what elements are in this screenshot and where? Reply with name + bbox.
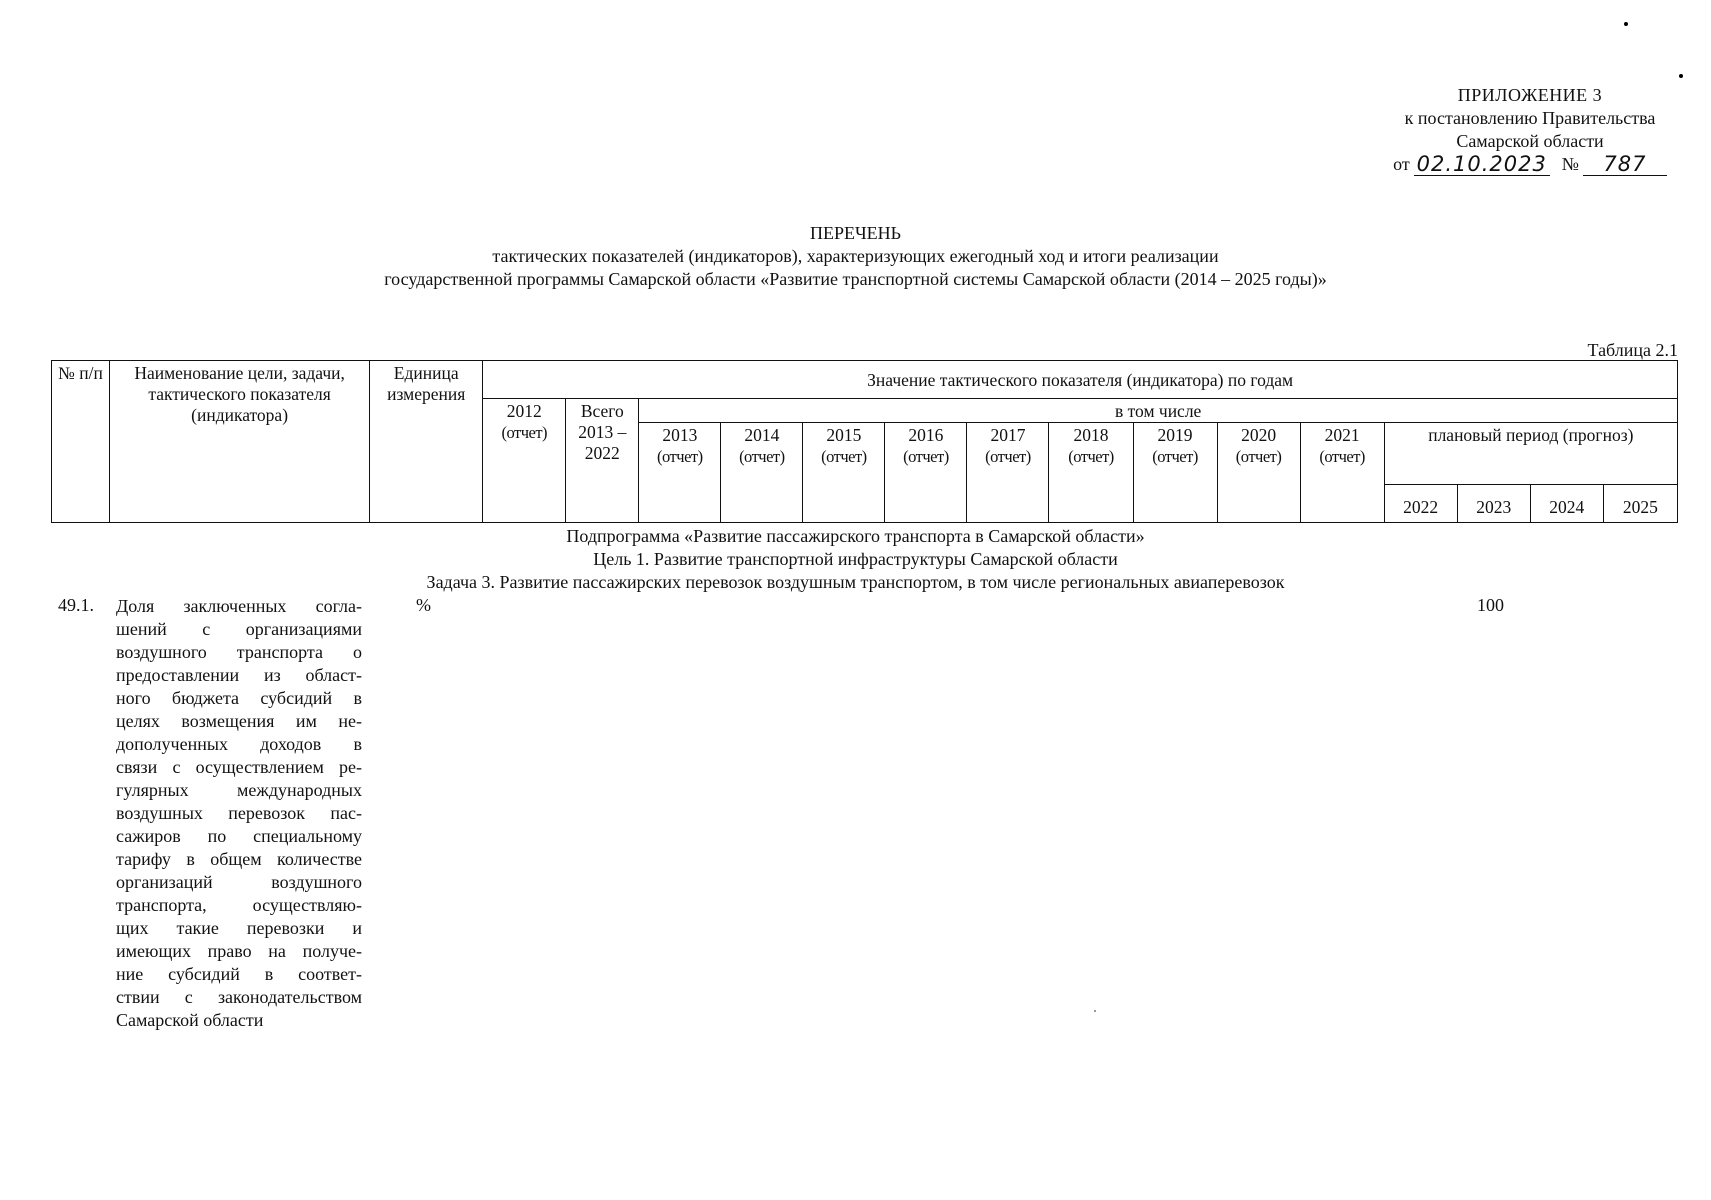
header-planned-period: плановый период (прогноз) (1384, 423, 1677, 485)
header-year-2013: 2013 (отчет) (639, 423, 721, 523)
appendix-title: ПРИЛОЖЕНИЕ 3 (1457, 85, 1603, 105)
indicator-line: транспорта, осуществляю- (116, 895, 362, 915)
indicator-line: имеющих право на получе- (116, 941, 362, 961)
document-title-block (0, 222, 1711, 291)
header-number: № п/п (52, 361, 110, 523)
indicator-number: 49.1. (58, 595, 94, 615)
scan-dot (1094, 1010, 1096, 1012)
header-year-2023: 2023 (1457, 485, 1530, 523)
indicator-line: Доля заключенных согла- (116, 596, 362, 616)
header-year-2015: 2015 (отчет) (803, 423, 885, 523)
indicator-line: ного бюджета субсидий в (116, 688, 362, 708)
document-subtitle-2: государственной программы Самарской области «Развитие транспортной системы Самарской области (2014 – 2025 годы)» (384, 269, 1327, 289)
header-unit: Единица измерения (370, 361, 483, 523)
header-values: Значение тактического показателя (индикатора) по годам (483, 361, 1678, 399)
indicator-line: шений с организациями (116, 619, 362, 639)
header-year-2025: 2025 (1603, 485, 1677, 523)
goal-title: Цель 1. Развитие транспортной инфраструктуры Самарской области (593, 549, 1118, 569)
header-year-2024: 2024 (1530, 485, 1603, 523)
indicator-line: Самарской области (116, 1010, 264, 1030)
indicator-line: ние субсидий в соответ- (116, 964, 362, 984)
number-prefix: № (1561, 154, 1579, 174)
indicator-line: организаций воздушного (116, 872, 362, 892)
indicator-unit: % (416, 595, 431, 615)
appendix-line-2: Самарской области (1456, 131, 1604, 151)
indicator-line: дополученных доходов в (116, 734, 362, 754)
document-subtitle-1: тактических показателей (индикаторов), характеризующих ежегодный ход и итоги реализации (492, 246, 1219, 266)
date-prefix: от (1393, 154, 1410, 174)
indicator-line: ствии с законодательством (116, 987, 362, 1007)
document-title: ПЕРЕЧЕНЬ (809, 223, 902, 243)
indicators-table-header (51, 360, 1678, 523)
header-year-2012: 2012 (отчет) (483, 399, 566, 523)
indicator-value-2022: 100 (1477, 595, 1504, 615)
indicator-line: тарифу в общем количестве (116, 849, 362, 869)
indicator-line: сажиров по специальному (116, 826, 362, 846)
header-total: Всего 2013 – 2022 (566, 399, 639, 523)
header-year-2019: 2019 (отчет) (1133, 423, 1217, 523)
header-year-2018: 2018 (отчет) (1049, 423, 1133, 523)
handwritten-number: 787 (1583, 153, 1667, 176)
indicator-line: предоставлении из област- (116, 665, 362, 685)
indicator-line: воздушных перевозок пас- (116, 803, 362, 823)
scan-speck (1679, 74, 1683, 78)
task-title: Задача 3. Развитие пассажирских перевозок воздушным транспортом, в том числе региональных авиаперевозок (426, 572, 1285, 592)
header-year-2014: 2014 (отчет) (721, 423, 803, 523)
indicator-name (116, 595, 362, 1032)
scan-speck (1624, 22, 1628, 26)
indicator-line: целях возмещения им не- (116, 711, 362, 731)
header-year-2021: 2021 (отчет) (1300, 423, 1384, 523)
indicator-line: гулярных международных (116, 780, 362, 800)
header-year-2016: 2016 (отчет) (885, 423, 967, 523)
header-year-2022: 2022 (1384, 485, 1457, 523)
appendix-header (1370, 84, 1690, 176)
header-including: в том числе (639, 399, 1678, 423)
indicator-line: связи с осуществлением ре- (116, 757, 362, 777)
header-year-2017: 2017 (отчет) (967, 423, 1049, 523)
appendix-date-line (1370, 153, 1690, 176)
header-year-2020: 2020 (отчет) (1217, 423, 1300, 523)
appendix-line-1: к постановлению Правительства (1404, 108, 1656, 128)
table-label: Таблица 2.1 (1587, 340, 1678, 360)
handwritten-date: 02.10.2023 (1414, 153, 1550, 176)
indicator-line: щих такие перевозки и (116, 918, 362, 938)
header-name: Наименование цели, задачи, тактического показателя (индикатора) (110, 361, 370, 523)
subprogram-title: Подпрограмма «Развитие пассажирского транспорта в Самарской области» (566, 526, 1145, 546)
indicator-line: воздушного транспорта о (116, 642, 362, 662)
